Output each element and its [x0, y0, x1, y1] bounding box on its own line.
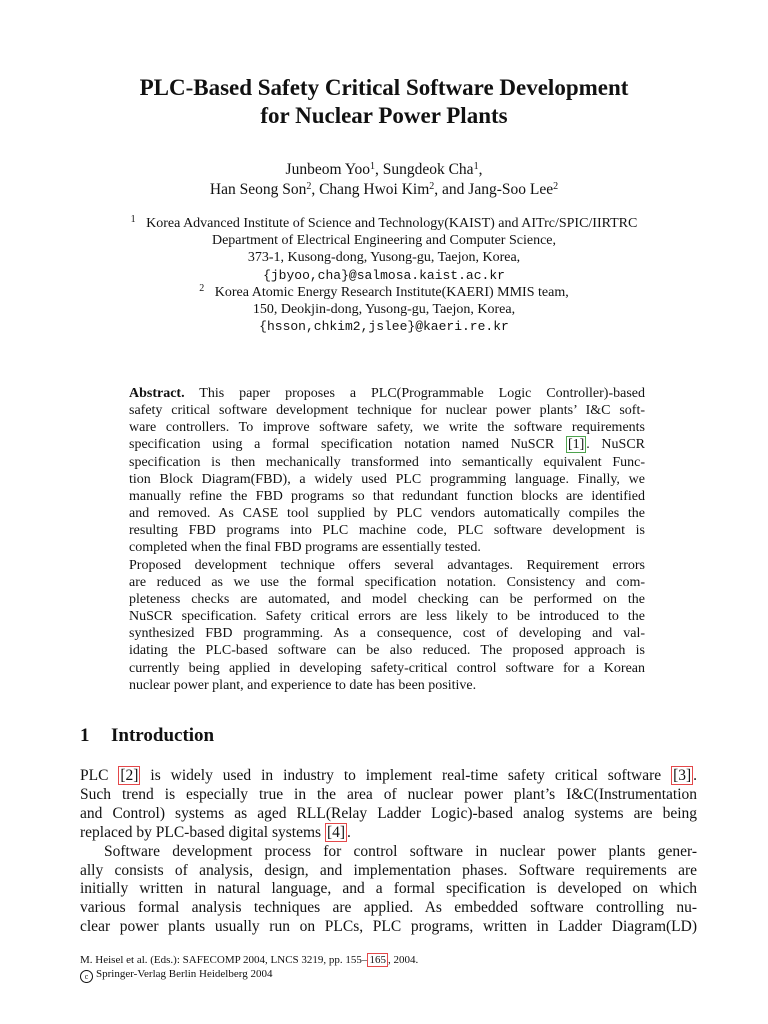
- paragraph-line: Such trend is especially true in the area of nuclear power plant’s I&C(Instrumentation: [80, 785, 697, 803]
- body-text: [80, 767, 697, 937]
- email-link-1[interactable]: {jbyoo,cha}@salmosa.kaist.ac.kr: [263, 267, 505, 283]
- citation-link-3[interactable]: [3]: [673, 767, 692, 784]
- author-name: and Jang-Soo Lee: [442, 181, 554, 198]
- affiliation-address-2: 150, Deokjin-dong, Yusong-gu, Taejon, Korea,: [252, 302, 516, 318]
- abstract: Abstract. This paper proposes a PLC(Programmable Logic Controller)-based safety critical software development technique for nuclear power plants’ I&C soft- ware controllers. To improve software safety, we write the software requirements specification using a formal specification notation named NuSCR [1] . NuSCR specification is then mechanically transformed into semantically equivalent Func- tion Block Diagram(FBD), a widely used PLC programming language. Finally, we manually refine the FBD programs so that redundant function blocks are identified and removed. As CASE tool supplied by PLC vendors automatically compiles the resulting FBD programs into PLC machine code, PLC software development is completed when the final FBD programs are essentially tested. Proposed development technique offers several advantages. Requirement errors are reduced as we use the formal specification notation. Consistency and com- pleteness checks are automated, and model checking can be performed on the NuSCR specification. Safety critical errors are less likely to be introduced to the synthesized FBD programming. As a consequence, cost of developing and val- idating the PLC-based software can be also reduced. The proposed approach is currently being applied in developing safety-critical control software for a Korean nuclear power plant, and experience to date has been positive.: [129, 386, 646, 693]
- title-line-2: for Nuclear Power Plants: [260, 103, 508, 128]
- author-name: Chang Hwoi Kim: [319, 181, 430, 198]
- affiliations: [80, 215, 688, 335]
- section-number: 1: [80, 725, 90, 746]
- author-affil-mark: 2: [429, 181, 435, 192]
- paragraph-line: replaced by PLC-based digital systems [4] .: [80, 823, 351, 841]
- paragraph-line: Software development process for control software in nuclear power plants gener-: [104, 842, 697, 860]
- email-link-2[interactable]: {hsson,chkim2,jslee}@kaeri.re.kr: [259, 319, 509, 335]
- citation-link-4[interactable]: [4]: [326, 823, 346, 841]
- author-affil-mark: 1: [369, 161, 375, 172]
- page-footer: [80, 953, 418, 983]
- paragraph-line: clear power plants usually run on PLCs, PLC programs, written in Ladder Diagram(LD): [80, 918, 697, 936]
- paragraph-line: various formal analysis techniques are applied. As embedded software controlling nu-: [80, 899, 697, 917]
- affiliation-mark: 2: [199, 282, 205, 294]
- author-name: Han Seong Son: [209, 181, 307, 198]
- footer-copyright: c Springer-Verlag Berlin Heidelberg 2004: [80, 967, 418, 983]
- author-affil-mark: 1: [473, 161, 479, 172]
- paper-title: [80, 74, 688, 130]
- footer-citation: M. Heisel et al. (Eds.): SAFECOMP 2004, LNCS 3219, pp. 155– 165 , 2004.: [80, 954, 419, 966]
- author-name: Sungdeok Cha: [382, 161, 474, 178]
- affiliation-department: Department of Electrical Engineering and Computer Science,: [211, 233, 557, 249]
- section-heading: [80, 725, 214, 747]
- author-line-1: Junbeom Yoo$^1$, Sungdeok Cha$^1$,: [285, 161, 483, 178]
- copyright-icon: c: [80, 970, 93, 983]
- affiliation-mark: 1: [130, 214, 136, 225]
- citation-link-1[interactable]: [1]: [567, 437, 585, 453]
- abstract-label: Abstract.: [129, 386, 185, 401]
- affiliation-2: $^2$ Korea Atomic Energy Research Institute(KAERI) MMIS team,: [199, 282, 569, 300]
- paragraph-line: ally consists of analysis, design, and implementation phases. Software requirements are: [80, 861, 697, 879]
- paragraph-line: and Control) systems as aged RLL(Relay Ladder Logic)-based analog systems are being: [80, 804, 697, 822]
- author-affil-mark: 2: [553, 181, 559, 192]
- citation-link-2[interactable]: [2]: [120, 767, 139, 784]
- page-range-link[interactable]: 165: [369, 954, 386, 966]
- affiliation-1: $^1$ Korea Advanced Institute of Science and Technology(KAIST) and AITrc/SPIC/IIRTRC: [130, 214, 638, 231]
- author-list: [80, 160, 688, 200]
- paragraph-line: PLC [2] is widely used in industry to implement real-time safety critical software [3] .: [80, 767, 698, 784]
- title-line-1: PLC-Based Safety Critical Software Development: [139, 75, 629, 100]
- affiliation-address-1: 373-1, Kusong-dong, Yusong-gu, Taejon, Korea,: [247, 250, 521, 266]
- paragraph-line: initially written in natural language, and a formal specification is developed on which: [80, 880, 697, 898]
- section-title: Introduction: [111, 725, 215, 746]
- author-affil-mark: 2: [306, 181, 312, 192]
- author-name: Junbeom Yoo: [285, 161, 370, 178]
- author-line-2: Han Seong Son$^2$, Chang Hwoi Kim$^2$, and Jang-Soo Lee$^2$: [209, 181, 559, 198]
